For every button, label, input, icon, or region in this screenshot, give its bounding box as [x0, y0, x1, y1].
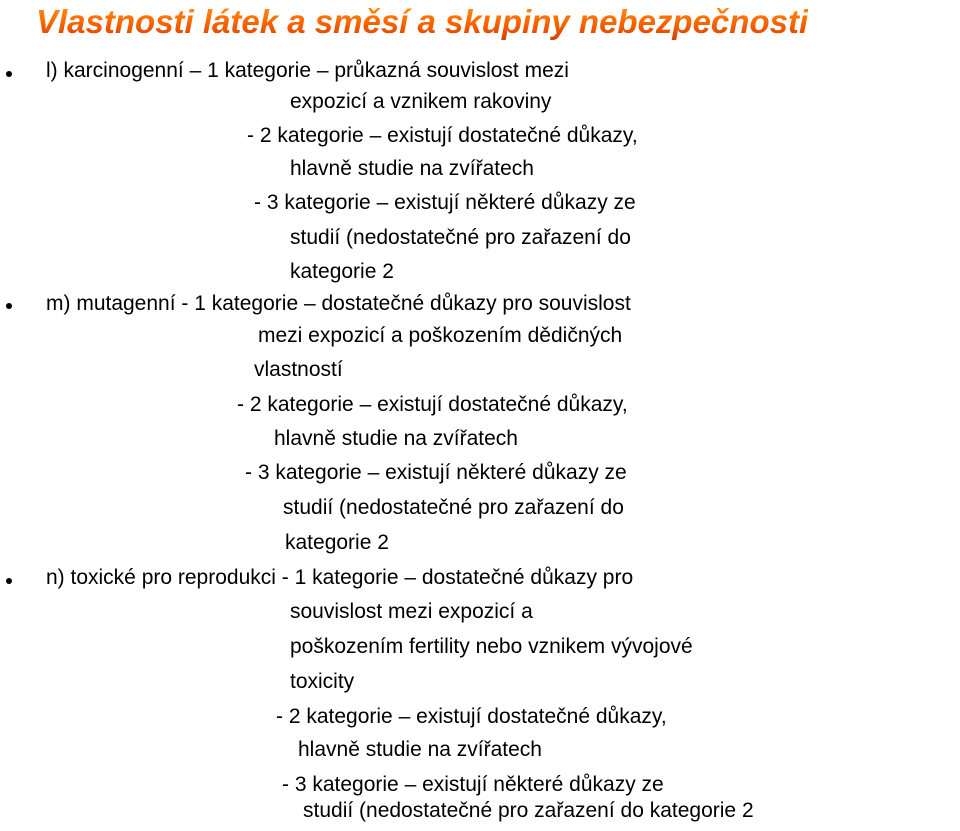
slide-title: Vlastnosti látek a směsí a skupiny nebezpečnosti [36, 3, 809, 40]
text-line: poškozením fertility nebo vznikem vývojové [290, 635, 693, 658]
text-line: - 3 kategorie – existují některé důkazy ze [254, 191, 636, 214]
text-line: - 2 kategorie – existují dostatečné důkazy, [276, 705, 667, 728]
text-line: hlavně studie na zvířatech [274, 427, 518, 450]
text-line: - 3 kategorie – existují některé důkazy ze [245, 461, 627, 484]
text-line: studií (nedostatečné pro zařazení do [283, 496, 624, 519]
text-line: vlastností [254, 358, 343, 381]
text-line: n) toxické pro reprodukci - 1 kategorie – dostatečné důkazy pro [46, 566, 634, 589]
text-line: hlavně studie na zvířatech [298, 738, 542, 761]
text-line: l) karcinogenní – 1 kategorie – průkazná souvislost mezi [46, 59, 569, 82]
text-line: mezi expozicí a poškozením dědičných [258, 324, 623, 347]
text-line: studií (nedostatečné pro zařazení do [290, 226, 631, 249]
text-line: - 2 kategorie – existují dostatečné důkazy, [237, 393, 628, 416]
bullet-point [6, 578, 12, 584]
text-line: souvislost mezi expozicí a [290, 600, 533, 623]
text-line: kategorie 2 [285, 531, 389, 554]
text-line: - 3 kategorie – existují některé důkazy ze [282, 773, 664, 796]
text-line: hlavně studie na zvířatech [290, 157, 534, 180]
bullet-point [6, 71, 12, 77]
text-line: expozicí a vznikem rakoviny [290, 90, 552, 113]
text-line: - 2 kategorie – existují dostatečné důkazy, [247, 124, 638, 147]
text-line: kategorie 2 [290, 260, 394, 283]
text-line: studií (nedostatečné pro zařazení do kategorie 2 [303, 799, 754, 822]
bullet-point [6, 303, 12, 309]
text-line: toxicity [290, 670, 355, 693]
text-line: m) mutagenní - 1 kategorie – dostatečné důkazy pro souvislost [46, 292, 631, 315]
